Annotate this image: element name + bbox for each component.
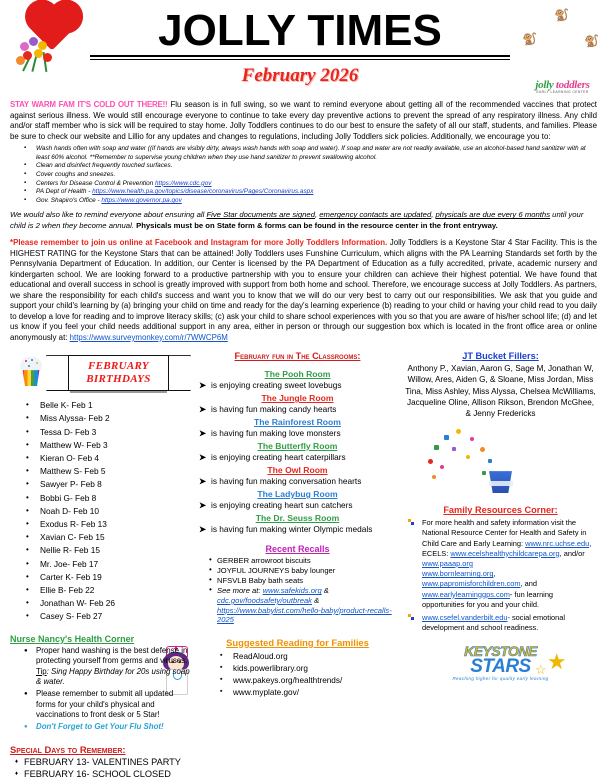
star-icon: ☆	[535, 659, 547, 681]
activity-text: is enjoying creating heart sun catchers	[211, 500, 353, 510]
reminder-text-2: until your child is 2 when they become annual.	[10, 210, 583, 229]
list-item: ▪ ReadAloud.org	[233, 651, 396, 663]
monkey-icon: 🐒	[522, 32, 537, 46]
cupcake-icon	[18, 357, 44, 387]
room-activity-pooh	[199, 380, 396, 391]
list-item	[36, 162, 597, 170]
reminder-underline-1: Five Star documents are signed	[206, 210, 315, 219]
monkey-icon: 🐒	[554, 8, 569, 22]
logo-wordmark	[513, 79, 607, 94]
list-item: • Sawyer P- Feb 8	[40, 478, 191, 491]
arrow-icon: ➤	[199, 524, 206, 535]
fam-text-6: - fun learning opportunities for you and your child.	[422, 590, 553, 609]
tip-label: Tip	[36, 667, 47, 676]
confetti	[440, 465, 444, 469]
paaap-link[interactable]: www.paaap.org	[422, 559, 473, 568]
tip-text-1: Proper hand washing is the best defense in protecting yourself from germs and viruses.	[36, 646, 187, 666]
csefel-link[interactable]: www.csefel.vanderbilt.edu	[422, 613, 507, 622]
confetti-bucket-icon	[404, 425, 597, 499]
reading-heading: Suggested Reading for Families	[199, 637, 396, 648]
bullet-text: Cover coughs and sneezes.	[36, 171, 115, 178]
social-media-paragraph	[10, 238, 597, 343]
reminder-underline-3: physicals are due every 6 months	[436, 210, 551, 219]
issue-date: February 2026	[90, 65, 510, 87]
recalls-heading: Recent Recalls	[199, 544, 396, 554]
list-item	[36, 188, 597, 196]
list-item: • Miss Alyssa- Feb 2	[40, 412, 191, 425]
safekids-link[interactable]: www.safekids.org	[263, 586, 322, 595]
room-activity-rainforest	[199, 428, 396, 439]
right-column	[400, 351, 597, 780]
middle-column	[195, 351, 400, 780]
reading-list	[199, 651, 396, 699]
redpara-body: Jolly Toddlers is a Keystone Star 4 Star Facility. This is the HIGHEST RATING for the Keystone Stars that can be attained! Jolly Toddlers uses Funshine Curriculum, which aligns with the PA Learning Standards set forth by the Pennsylvania Department of Education. In addition, our Center is licensed by the PA Department of Education as a fully accredited, private, academic nursery and kindergarten school. We are looking forward to a productive partnership with you to ensure your children can achieve their highest potential. We have found that educational and overall success in school is greatly improved with support from both home and school. Therefore, we encourage success at Jolly Toddlers. As partners, we share the responsibility for each child's success and want you to know that we will do our very best to carry out our responsibilities. We ask that you guide and support your child's learning by (a) bringing your child on time and ready for the day's learning experience (b) reading to your child or having your child read to you daily to develop a love for reading and to improve literacy skills; (c) ask your child to share school experiences with you so that you are aware of his/her school life; (d) and let us know if you feel your child needs additional support in any area, either in person or through our suggestion box which is located in the front office area or online anonymously at:	[10, 238, 597, 342]
room-name-butterfly: The Butterfly Room	[199, 441, 396, 451]
list-item: • NFSVLB Baby bath seats	[217, 576, 396, 586]
bucket-fillers-names: Anthony P., Xavian, Aaron G, Sage M, Jonathan W, Willow, Ares, Aiden G, & Sloane, Miss Jordan, Miss Tina, Miss Ashley, Miss Alyssa, Chelsea McWilliams, Jacqueline Oline, Allison Rikson, Brendon McGhee, & Jenny Fredericks	[404, 363, 597, 419]
pinwheel-bullet-icon	[408, 519, 414, 525]
nrc-link[interactable]: www.nrc.uchse.edu	[525, 539, 589, 548]
arrow-icon: ➤	[199, 476, 206, 487]
list-item: • Jonathan W- Feb 26	[40, 597, 191, 610]
list-item: • Casey S- Feb 27	[40, 610, 191, 623]
confetti	[456, 429, 461, 434]
arrow-icon: ➤	[199, 404, 206, 415]
governor-link[interactable]: https://www.governor.pa.gov	[101, 197, 181, 204]
amp-sep: &	[312, 596, 319, 605]
arrow-icon: ➤	[199, 380, 206, 391]
activity-text: is enjoying creating sweet lovebugs	[211, 380, 342, 390]
fam-text-7: - social emotional development and school readiness.	[422, 613, 565, 632]
reminder-text-1: We would also like to remind everyone about ensuring all	[10, 210, 206, 219]
intro-body: Flu season is in full swing, so we want to remind everyone about getting all of the recommended vaccines that protect against serious illness. We would still encourage everyone to continue to take every day preventive actions to prevent the spread of any respiratory illness. Any child and/or staff member who is sick will be required to stay home. Jolly Toddlers continues to do our best to ensure the safety of all our staff, students, and families. Please be sure to check our website and Lillio for any updates and changes to regulations, including Jolly Toddlers sick policies. Additionally, we encourage you to:	[10, 100, 597, 141]
logo-word-1: jolly	[535, 79, 553, 91]
list-item: • Mr. Joe- Feb 17	[40, 558, 191, 571]
list-item: • Nellie R- Feb 15	[40, 544, 191, 557]
room-name-owl: The Owl Room	[199, 465, 396, 475]
bullet-text: PA Dept of Health -	[36, 188, 92, 195]
activity-text: is enjoying creating heart caterpillars	[211, 452, 346, 462]
banner-ribbon	[46, 355, 191, 389]
confetti	[452, 447, 456, 451]
page-title: JOLLY TIMES	[90, 8, 510, 54]
banner-line-2: BIRTHDAYS	[86, 373, 150, 386]
arrow-icon: ➤	[199, 452, 206, 463]
cdc-foodsafety-link[interactable]: cdc.gov/foodsafety/outbreak	[217, 596, 312, 605]
cdc-link[interactable]: https://www.cdc.gov	[155, 180, 211, 187]
confetti	[466, 455, 470, 459]
list-item: • Bobbi G- Feb 8	[40, 492, 191, 505]
room-name-seuss: The Dr. Seuss Room	[199, 513, 396, 523]
jolly-toddlers-logo	[510, 6, 607, 98]
bullet-text: Gov. Shapiro's Office -	[36, 197, 101, 204]
confetti	[482, 471, 486, 475]
cupcake-wrapper	[21, 370, 41, 386]
reminder-sep-1: ,	[315, 210, 319, 219]
list-item: • GERBER arrowroot biscuits	[217, 556, 396, 566]
list-item: • JOYFUL JOURNEYS baby lounger	[217, 566, 396, 576]
reminder-sep-2: ,	[431, 210, 435, 219]
pinwheel-bullet-icon	[408, 614, 414, 620]
reminder-bold: Physicals must be on State form & forms can be found in the resource center in the front entryway.	[136, 221, 498, 230]
special-days-heading: Special Days to Remember:	[10, 744, 191, 755]
list-item	[36, 145, 597, 161]
star-icon: ★	[547, 651, 567, 673]
logo-tagline: EARLY LEARNING CENTER	[513, 90, 607, 94]
list-item: • Xavian C- Feb 15	[40, 531, 191, 544]
rule-thin	[90, 59, 510, 60]
room-activity-seuss	[199, 524, 396, 535]
confetti	[432, 475, 436, 479]
room-activity-jungle	[199, 404, 396, 415]
columns-container	[10, 351, 597, 780]
fam-text-4: ,	[493, 569, 495, 578]
list-item: • Belle K- Feb 1	[40, 399, 191, 412]
classrooms-heading: February fun in The Classrooms:	[199, 351, 396, 361]
list-item: ♦ FEBRUARY 13- VALENTINES PARTY	[24, 756, 191, 768]
list-item	[36, 180, 597, 188]
room-name-ladybug: The Ladybug Room	[199, 489, 396, 499]
list-item: ▪ kids.powerlibrary.org	[233, 663, 396, 675]
birthday-banner	[18, 351, 191, 393]
family-resources-heading: Family Resources Corner:	[404, 505, 597, 515]
list-item: • Tessa D- Feb 3	[40, 426, 191, 439]
confetti	[444, 435, 449, 440]
activity-text: is having fun making winter Olympic medals	[211, 524, 372, 534]
keystone-tagline: Reaching higher for quality early learning	[452, 676, 548, 681]
activity-text: is having fun making love monsters	[211, 428, 341, 438]
arrow-icon: ➤	[199, 428, 206, 439]
list-item	[36, 197, 597, 205]
recalls-list	[199, 556, 396, 625]
confetti	[480, 447, 485, 452]
flower-icon	[43, 53, 52, 62]
flower-icon	[16, 56, 25, 65]
room-activity-butterfly	[199, 452, 396, 463]
masthead-rules	[90, 55, 510, 60]
banner-line-1: FEBRUARY	[88, 360, 149, 373]
pa-health-link[interactable]: https://www.health.pa.gov/topics/disease/coronavirus/Pages/Coronavirus.aspx	[92, 188, 313, 195]
fam-text-5: , and	[521, 579, 537, 588]
list-item: • Matthew W- Feb 3	[40, 439, 191, 452]
list-item: ▪ www.pakeys.org/healthtrends/	[233, 675, 396, 687]
confetti	[428, 459, 433, 464]
activity-text: is having fun making candy hearts	[211, 404, 336, 414]
ribbon-center	[68, 355, 169, 391]
flower-icon	[34, 49, 43, 58]
room-activity-ladybug	[199, 500, 396, 511]
bucket-fillers-heading: JT Bucket Fillers:	[404, 351, 597, 361]
list-item: • Carter K- Feb 19	[40, 571, 191, 584]
papromise-link[interactable]: www.papromisforchildren.com	[422, 579, 521, 588]
stars-word: STARS	[452, 658, 548, 675]
heart-flowers-graphic	[10, 6, 90, 86]
amp-sep: &	[322, 586, 329, 595]
list-item: • Ellie B- Feb 22	[40, 584, 191, 597]
bullet-text: Clean and disinfect frequently touched surfaces.	[36, 162, 172, 169]
redpara-heading: *Please remember to join us online at Facebook and Instagram for more Jolly Toddlers Information.	[10, 238, 387, 247]
survey-link[interactable]: https://www.surveymonkey.com/r/7WWCP6M	[70, 333, 228, 342]
reminder-underline-2: emergency contacts are updated	[319, 210, 431, 219]
list-item: • Matthew S- Feb 5	[40, 465, 191, 478]
list-item	[217, 586, 396, 624]
ecels-link[interactable]: www.ecelshealthychildcarepa.org	[450, 549, 559, 558]
keystone-logo-box	[448, 643, 552, 683]
intro-highlight: STAY WARM FAM IT'S COLD OUT THERE!!	[10, 100, 167, 109]
bucket-band	[489, 481, 513, 486]
newsletter-header	[10, 6, 597, 98]
flower-icon	[20, 42, 29, 51]
bornlearning-link[interactable]: www.bornlearning.org	[422, 569, 493, 578]
babylist-link[interactable]: https://www.babylist.com/hello-baby/product-recalls-2025	[217, 606, 392, 625]
room-activity-owl	[199, 476, 396, 487]
list-item: ♦ FEBRUARY 16- SCHOOL CLOSED	[24, 768, 191, 780]
masthead-block	[90, 6, 510, 87]
fam-text-2: , and/or	[560, 549, 585, 558]
list-item	[36, 646, 191, 688]
confetti	[488, 459, 492, 463]
nurse-heading: Nurse Nancy's Health Corner	[10, 634, 191, 644]
list-item: ● Please remember to submit all updated forms for your child's physical and vaccinations to front desk or 5 Star!	[36, 689, 191, 721]
fam-text-1: , ECELS:	[422, 539, 591, 558]
room-name-pooh: The Pooh Room	[199, 369, 396, 379]
left-column	[10, 351, 195, 780]
confetti	[434, 445, 439, 450]
flower-icon	[29, 37, 38, 46]
rule-thick	[90, 55, 510, 57]
nurse-section	[10, 634, 191, 733]
keystone-word: KEYSTONE	[452, 645, 548, 658]
activity-text: is having fun making conversation hearts	[211, 476, 361, 486]
room-name-jungle: The Jungle Room	[199, 393, 396, 403]
special-days-list	[10, 756, 191, 780]
nurse-tips-list	[10, 646, 191, 733]
logo-word-2: toddlers	[556, 79, 590, 91]
bullet-text: Wash hands often with soap and water ((if hands are visibly dirty, always wash hands with soap and water). If soap and water are not readily available, use an alcohol-based hand sanitizer with at least 60% alcohol. **Remember to supervise young children when they use hand sanitizer to prevent swallowing alcohol.	[36, 145, 586, 160]
family-resources-body-2	[404, 613, 597, 633]
monkey-icon: 🐒	[584, 34, 599, 48]
list-item: • Exodus R- Feb 13	[40, 518, 191, 531]
intro-paragraph	[10, 100, 597, 142]
list-item: ▪ www.myplate.gov/	[233, 687, 396, 699]
list-item	[36, 171, 597, 179]
bullet-text: Centers for Disease Control & Prevention	[36, 180, 155, 187]
see-more-label: See more at:	[217, 586, 263, 595]
prevention-bullet-list	[10, 145, 597, 205]
arrow-icon: ➤	[199, 500, 206, 511]
tip-text-2: : Sing Happy Birthday for 20s using soap & water.	[36, 667, 190, 687]
list-item: • Kieran O- Feb 4	[40, 452, 191, 465]
keystone-stars-logo	[404, 643, 597, 687]
list-item: • Noah D- Feb 10	[40, 505, 191, 518]
confetti	[470, 437, 474, 441]
earlylearninggps-link[interactable]: www.earlylearninggps.com	[422, 590, 510, 599]
birthday-list	[10, 399, 191, 623]
flu-shot-note: ● Don't Forget to Get Your Flu Shot!	[36, 722, 191, 733]
family-resources-body	[404, 518, 597, 610]
documents-reminder	[10, 210, 597, 231]
room-name-rainforest: The Rainforest Room	[199, 417, 396, 427]
fam-intro-text: For more health and safety information visit the National Resource Center for Health and Safety in Child Care and Early Learning:	[422, 518, 586, 547]
